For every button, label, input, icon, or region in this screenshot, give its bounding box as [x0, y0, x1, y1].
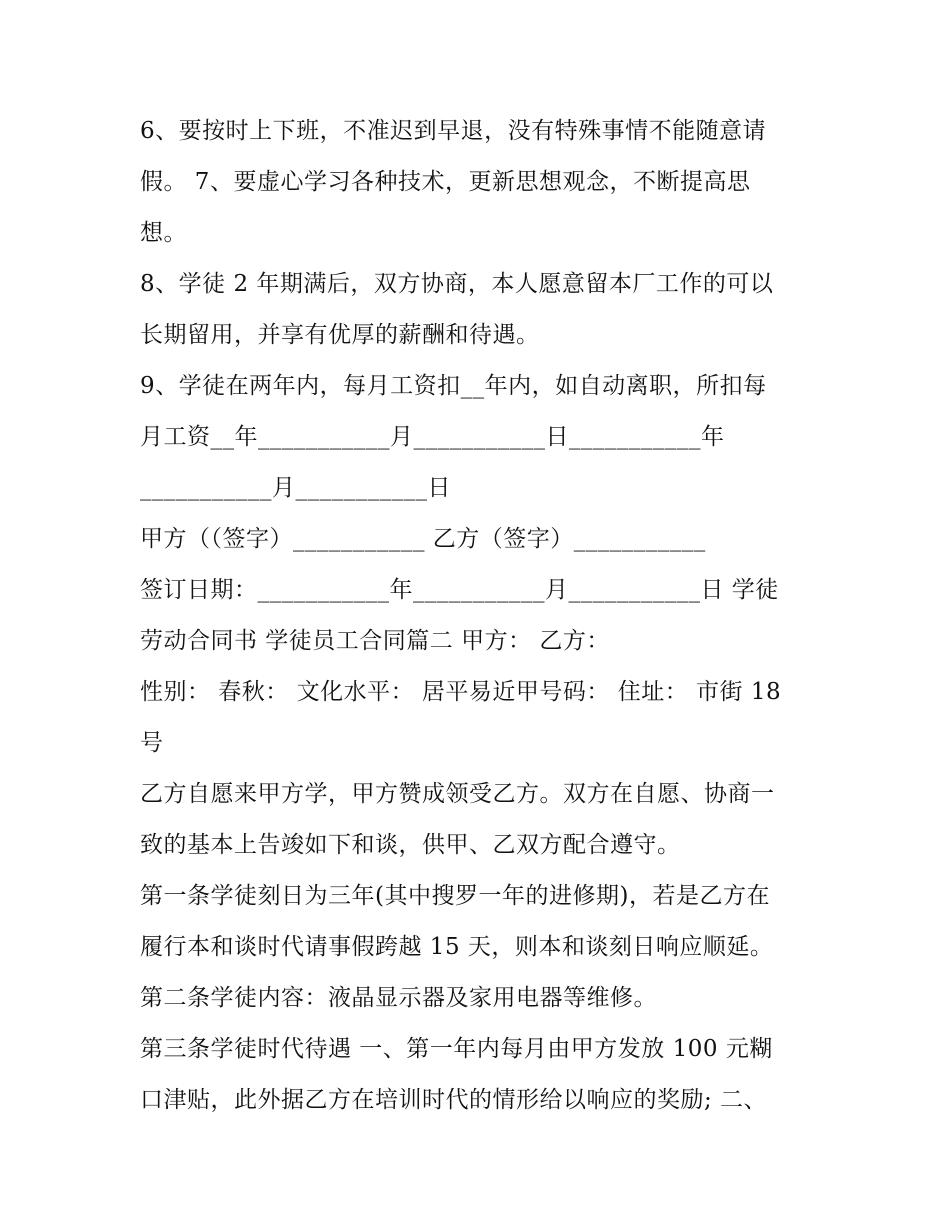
text-line: 号	[140, 730, 164, 756]
text-line: 第二条学徒内容：液晶显示器及家用电器等维修。	[140, 985, 657, 1011]
text-line: 履行本和谈时代请事假跨越 15 天，则本和谈刻日响应顺延。	[140, 934, 774, 960]
text-line: 致的基本上告竣如下和谈，供甲、乙双方配合遵守。	[140, 832, 681, 858]
text-line: 口津贴，此外据乙方在培训时代的情形给以响应的奖励; 二、	[140, 1087, 768, 1113]
text-line: 甲方（（签字）___________ 乙方（签字）___________	[140, 526, 706, 552]
text-line: 乙方自愿来甲方学，甲方赞成领受乙方。双方在自愿、协商一	[140, 781, 775, 807]
text-line: 第三条学徒时代待遇 一、第一年内每月由甲方发放 100 元糊	[140, 1036, 773, 1062]
document-body	[140, 106, 820, 1126]
text-line: 9、学徒在两年内，每月工资扣__年内，如自动离职，所扣每	[140, 373, 767, 399]
text-line: 劳动合同书 学徒员工合同篇二 甲方： 乙方：	[140, 628, 610, 654]
text-line: 8、学徒 2 年期满后，双方协商，本人愿意留本厂工作的可以	[140, 271, 774, 297]
text-line: 长期留用，并享有优厚的薪酬和待遇。	[140, 322, 540, 348]
text-line: 假。 7、要虚心学习各种技术，更新思想观念，不断提高思	[140, 169, 751, 195]
text-line: 想。	[140, 220, 187, 246]
text-line: 签订日期：___________年___________月___________日 学徒	[140, 577, 779, 603]
text-line: 第一条学徒刻日为三年(其中搜罗一年的进修期)，若是乙方在	[140, 883, 770, 909]
text-line: 6、要按时上下班，不准迟到早退，没有特殊事情不能随意请	[140, 118, 767, 144]
text-line: ___________月___________日	[140, 475, 451, 501]
text-line: 月工资__年___________月___________日___________年	[140, 424, 725, 450]
text-line: 性别： 春秋： 文化水平： 居平易近甲号码： 住址： 市街 18	[140, 679, 782, 705]
